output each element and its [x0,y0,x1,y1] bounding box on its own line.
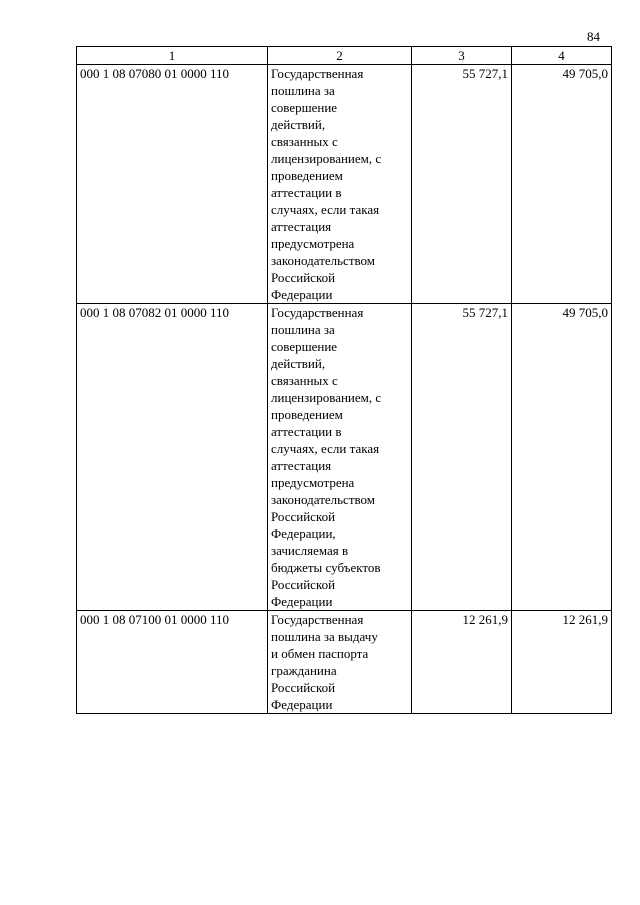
revenue-name: Государственная пошлина за совершение действий, связанных с лицензированием, с проведением аттестации в случаях, если такая аттестация предусмотрена законодательством Российской Федерации, зачисляемая в бюджеты субъектов Российской Федерации [268,304,412,611]
table-row [77,304,612,611]
budget-code: 000 1 08 07100 01 0000 110 [77,611,268,714]
column-header-4: 4 [512,47,612,65]
table-row [77,65,612,304]
budget-code: 000 1 08 07082 01 0000 110 [77,304,268,611]
table-row [77,611,612,714]
column-header-3: 3 [412,47,512,65]
amount-col4: 49 705,0 [512,65,612,304]
column-header-2: 2 [268,47,412,65]
amount-col3: 55 727,1 [412,65,512,304]
budget-table [76,46,612,714]
page-number: 84 [587,29,600,44]
amount-col3: 55 727,1 [412,304,512,611]
amount-col4: 12 261,9 [512,611,612,714]
revenue-name: Государственная пошлина за совершение действий, связанных с лицензированием, с проведением аттестации в случаях, если такая аттестация предусмотрена законодательством Российской Федерации [268,65,412,304]
revenue-name: Государственная пошлина за выдачу и обмен паспорта гражданина Российской Федерации [268,611,412,714]
table-header-row [77,47,612,65]
amount-col3: 12 261,9 [412,611,512,714]
amount-col4: 49 705,0 [512,304,612,611]
budget-code: 000 1 08 07080 01 0000 110 [77,65,268,304]
column-header-1: 1 [77,47,268,65]
